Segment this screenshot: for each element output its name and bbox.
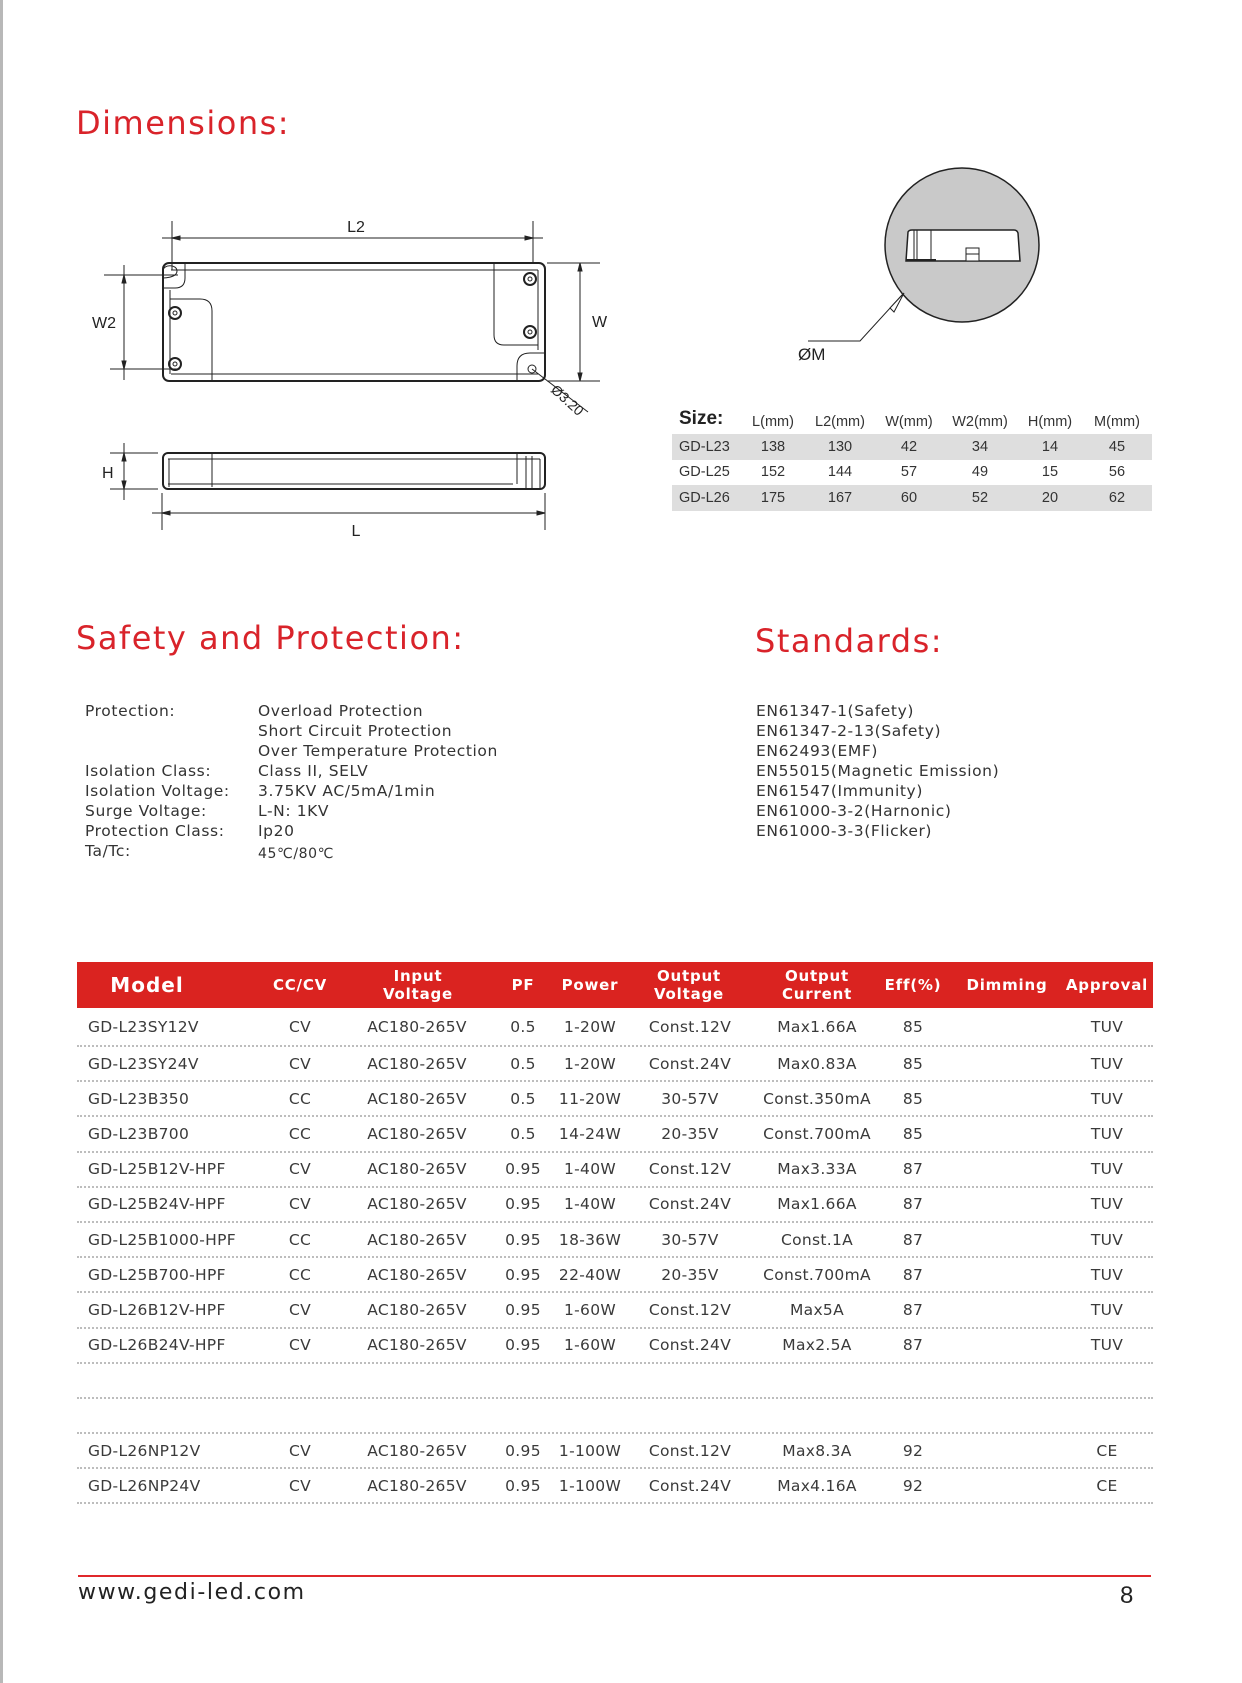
cell-vout: Const.24V	[648, 1054, 732, 1073]
cell-power: 1-100W	[558, 1476, 622, 1495]
cell-model: GD-L25B1000-HPF	[88, 1230, 236, 1249]
cell-approval: TUV	[1090, 1336, 1124, 1355]
cell-dimming	[959, 1223, 1055, 1256]
safety-label: Isolation Voltage:	[85, 782, 230, 800]
header-pf: PF	[511, 976, 535, 994]
cell-approval: CE	[1096, 1441, 1118, 1460]
size-cell: 20	[1041, 489, 1059, 506]
header-output-current-line1: Output	[785, 967, 849, 985]
product-table-body	[77, 1008, 1153, 1504]
cell-power: 1-40W	[563, 1160, 616, 1179]
cell-model: GD-L26NP12V	[88, 1441, 201, 1460]
cell-approval	[1061, 1399, 1153, 1432]
size-cell: GD-L26	[679, 489, 730, 506]
cell-iout	[761, 1364, 873, 1397]
cell-model: GD-L26B12V-HPF	[88, 1300, 226, 1319]
l2-label: L2	[347, 219, 365, 236]
cell-input: AC180-265V	[367, 1160, 467, 1179]
safety-value: Over Temperature Protection	[258, 742, 498, 760]
dimensions-heading: Dimensions:	[76, 104, 291, 142]
cell-approval: TUV	[1090, 1300, 1124, 1319]
cell-input: AC180-265V	[367, 1441, 467, 1460]
safety-item	[85, 741, 498, 761]
page-number: 8	[1120, 1582, 1134, 1609]
size-cell: GD-L25	[679, 464, 730, 481]
cell-eff: 85	[902, 1089, 924, 1108]
cell-input: AC180-265V	[367, 1089, 467, 1108]
cell-approval: CE	[1096, 1476, 1118, 1495]
cell-power: 11-20W	[558, 1089, 622, 1108]
footer-url[interactable]: www.gedi-led.com	[78, 1580, 306, 1605]
w-label: W	[592, 314, 608, 331]
cell-iout: Max8.3A	[782, 1441, 852, 1460]
safety-value: Short Circuit Protection	[258, 722, 453, 740]
cell-vout: Const.12V	[648, 1160, 732, 1179]
size-header-cell: L2(mm)	[815, 414, 865, 430]
cell-model: GD-L23SY12V	[88, 1017, 199, 1036]
size-cell: 57	[900, 464, 918, 481]
cell-eff: 87	[902, 1300, 924, 1319]
safety-value: 3.75KV AC/5mA/1min	[258, 782, 436, 800]
header-output-voltage	[639, 962, 739, 1008]
cell-power	[547, 1364, 633, 1397]
product-row-empty	[77, 1364, 1153, 1399]
cell-dimming	[959, 1047, 1055, 1080]
cell-vout: 20-35V	[661, 1265, 719, 1284]
w2-label: W2	[92, 315, 116, 332]
cell-eff: 87	[902, 1160, 924, 1179]
header-model: Model	[110, 973, 184, 997]
cell-pf: 0.95	[505, 1230, 541, 1249]
cell-iout: Const.350mA	[763, 1089, 871, 1108]
size-table-row	[672, 485, 1152, 511]
cell-power: 1-40W	[563, 1195, 616, 1214]
header-input-voltage	[363, 962, 473, 1008]
cell-dimming	[959, 1117, 1055, 1150]
cell-dimming	[959, 1364, 1055, 1397]
standard-item: EN61347-2-13(Safety)	[756, 722, 942, 740]
cell-vout: Const.24V	[648, 1336, 732, 1355]
cell-input	[357, 1399, 477, 1432]
cell-iout	[761, 1399, 873, 1432]
cell-model: GD-L25B24V-HPF	[88, 1195, 226, 1214]
product-row	[77, 1258, 1153, 1293]
cell-model: GD-L25B12V-HPF	[88, 1160, 226, 1179]
cell-power: 22-40W	[558, 1265, 622, 1284]
cell-vout: 30-57V	[661, 1230, 719, 1249]
l-label: L	[351, 523, 361, 540]
safety-item	[85, 701, 498, 721]
size-table-row	[672, 434, 1152, 460]
cell-pf: 0.5	[510, 1089, 536, 1108]
safety-label: Ta/Tc:	[85, 842, 131, 860]
cell-iout: Max1.66A	[777, 1195, 857, 1214]
cell-dimming	[959, 1188, 1055, 1221]
size-table-header	[672, 408, 1152, 434]
standard-item: EN61347-1(Safety)	[756, 702, 915, 720]
cell-cccv: CV	[288, 1476, 312, 1495]
cell-eff	[877, 1399, 949, 1432]
cell-pf: 0.5	[510, 1017, 536, 1036]
cell-iout: Max1.66A	[777, 1017, 857, 1036]
size-table	[672, 408, 1152, 511]
cell-approval: TUV	[1090, 1124, 1124, 1143]
cell-cccv	[257, 1399, 343, 1432]
cell-vout: 20-35V	[661, 1124, 719, 1143]
cell-model: GD-L23SY24V	[88, 1054, 199, 1073]
product-row	[77, 1223, 1153, 1258]
cell-input: AC180-265V	[367, 1017, 467, 1036]
safety-label	[85, 741, 258, 761]
cell-eff: 87	[902, 1265, 924, 1284]
footer-rule	[78, 1575, 1151, 1577]
cell-cccv: CV	[288, 1017, 312, 1036]
size-cell: 45	[1108, 438, 1126, 455]
cell-eff: 92	[902, 1476, 924, 1495]
cell-power	[547, 1399, 633, 1432]
cell-eff: 87	[902, 1336, 924, 1355]
cell-cccv: CV	[288, 1160, 312, 1179]
header-output-voltage-line1: Output	[657, 967, 721, 985]
header-output-current	[767, 962, 867, 1008]
safety-value: Class II, SELV	[258, 762, 369, 780]
product-row	[77, 1082, 1153, 1117]
size-cell: 144	[827, 464, 853, 481]
product-row	[77, 1047, 1153, 1082]
cell-approval: TUV	[1090, 1160, 1124, 1179]
cell-input	[357, 1364, 477, 1397]
cell-model	[88, 1364, 263, 1397]
cell-vout	[637, 1364, 743, 1397]
cell-pf: 0.95	[505, 1195, 541, 1214]
safety-item	[85, 781, 498, 801]
cell-pf: 0.95	[505, 1160, 541, 1179]
cell-iout: Const.700mA	[763, 1265, 871, 1284]
size-cell: 175	[760, 489, 786, 506]
cell-cccv: CC	[288, 1089, 312, 1108]
cell-cccv: CC	[288, 1265, 312, 1284]
cell-eff: 92	[902, 1441, 924, 1460]
cell-eff: 87	[902, 1195, 924, 1214]
cell-power: 1-20W	[563, 1017, 616, 1036]
size-header-cell: M(mm)	[1094, 414, 1140, 430]
header-dimming: Dimming	[966, 976, 1048, 994]
size-cell: 42	[900, 438, 918, 455]
product-row	[77, 1008, 1153, 1047]
size-table-row	[672, 460, 1152, 486]
cell-pf: 0.95	[505, 1265, 541, 1284]
cell-eff	[877, 1364, 949, 1397]
size-cell: 167	[827, 489, 853, 506]
cell-power: 1-60W	[563, 1300, 616, 1319]
safety-label: Protection Class:	[85, 822, 225, 840]
size-cell: 14	[1041, 438, 1059, 455]
cell-vout	[637, 1399, 743, 1432]
cell-power: 18-36W	[558, 1230, 622, 1249]
cell-eff: 85	[902, 1054, 924, 1073]
cell-dimming	[959, 1399, 1055, 1432]
cell-dimming	[959, 1008, 1055, 1045]
product-table-header	[77, 962, 1153, 1008]
page-edge-rule	[0, 0, 3, 1683]
standards-list	[756, 701, 999, 841]
size-header-cell: W2(mm)	[952, 414, 1008, 430]
size-header-cell: Size:	[679, 408, 724, 429]
safety-label	[85, 721, 258, 741]
size-cell: 60	[900, 489, 918, 506]
size-cell: 130	[827, 438, 853, 455]
header-cccv: CC/CV	[272, 976, 328, 994]
product-row	[77, 1153, 1153, 1188]
size-cell: 34	[971, 438, 989, 455]
cell-pf: 0.95	[505, 1336, 541, 1355]
cell-input: AC180-265V	[367, 1336, 467, 1355]
cell-pf	[501, 1399, 545, 1432]
cell-approval: TUV	[1090, 1230, 1124, 1249]
cell-dimming	[959, 1293, 1055, 1326]
cell-iout: Max3.33A	[777, 1160, 857, 1179]
safety-item	[85, 761, 498, 781]
cell-vout: Const.24V	[648, 1195, 732, 1214]
safety-value: 45℃/80℃	[258, 846, 334, 862]
cell-vout: Const.24V	[648, 1476, 732, 1495]
size-header-cell: H(mm)	[1027, 414, 1073, 430]
header-approval: Approval	[1065, 976, 1149, 994]
cell-cccv: CC	[288, 1124, 312, 1143]
safety-label: Surge Voltage:	[85, 802, 207, 820]
product-row	[77, 1469, 1153, 1504]
standards-heading: Standards:	[755, 622, 944, 660]
standard-item: EN62493(EMF)	[756, 742, 879, 760]
size-cell: 138	[760, 438, 786, 455]
cell-iout: Const.700mA	[763, 1124, 871, 1143]
header-output-voltage-line2: Voltage	[653, 985, 725, 1003]
cell-model: GD-L25B700-HPF	[88, 1265, 226, 1284]
cell-dimming	[959, 1082, 1055, 1115]
cell-approval: TUV	[1090, 1089, 1124, 1108]
size-cell: 56	[1108, 464, 1126, 481]
cell-cccv	[257, 1364, 343, 1397]
hole-diameter-label: Ø3.20	[547, 381, 588, 419]
cell-eff: 85	[902, 1017, 924, 1036]
cell-input: AC180-265V	[367, 1195, 467, 1214]
cell-iout: Max2.5A	[782, 1336, 852, 1355]
cell-dimming	[959, 1434, 1055, 1467]
cell-iout: Max5A	[789, 1300, 844, 1319]
cell-approval: TUV	[1090, 1265, 1124, 1284]
size-cell: GD-L23	[679, 438, 730, 455]
safety-item	[85, 721, 498, 741]
profile-circle-drawing	[780, 150, 1100, 380]
cell-vout: Const.12V	[648, 1441, 732, 1460]
standard-item: EN61547(Immunity)	[756, 782, 923, 800]
cell-iout: Const.1A	[780, 1230, 854, 1249]
header-output-current-line2: Current	[781, 985, 853, 1003]
safety-heading: Safety and Protection:	[76, 619, 465, 657]
product-row	[77, 1293, 1153, 1328]
safety-value: Ip20	[258, 822, 295, 840]
product-row	[77, 1188, 1153, 1223]
standard-item: EN61000-3-3(Flicker)	[756, 822, 933, 840]
cell-iout: Max4.16A	[777, 1476, 857, 1495]
cell-cccv: CV	[288, 1441, 312, 1460]
cell-input: AC180-265V	[367, 1265, 467, 1284]
header-eff: Eff(%)	[884, 976, 942, 994]
product-row	[77, 1117, 1153, 1152]
cell-cccv: CV	[288, 1300, 312, 1319]
cell-input: AC180-265V	[367, 1124, 467, 1143]
cell-input: AC180-265V	[367, 1300, 467, 1319]
size-cell: 62	[1108, 489, 1126, 506]
size-cell: 49	[971, 464, 989, 481]
cell-approval: TUV	[1090, 1017, 1124, 1036]
cell-model: GD-L23B700	[88, 1124, 190, 1143]
cell-cccv: CV	[288, 1195, 312, 1214]
cell-vout: Const.12V	[648, 1017, 732, 1036]
size-header-cell: L(mm)	[752, 414, 794, 430]
standard-item: EN61000-3-2(Harnonic)	[756, 802, 952, 820]
product-row	[77, 1329, 1153, 1364]
safety-list	[85, 701, 498, 864]
cell-dimming	[959, 1153, 1055, 1186]
cell-power: 14-24W	[558, 1124, 622, 1143]
cell-iout: Max0.83A	[777, 1054, 857, 1073]
standard-item: EN55015(Magnetic Emission)	[756, 762, 1000, 780]
safety-value: L-N: 1KV	[258, 802, 330, 820]
cell-cccv: CV	[288, 1054, 312, 1073]
safety-item	[85, 841, 498, 864]
cell-model: GD-L26NP24V	[88, 1476, 201, 1495]
cell-model	[88, 1399, 263, 1432]
cell-input: AC180-265V	[367, 1230, 467, 1249]
cell-pf: 0.95	[505, 1476, 541, 1495]
cell-approval	[1061, 1364, 1153, 1397]
cell-input: AC180-265V	[367, 1476, 467, 1495]
header-input-voltage-line2: Voltage	[382, 985, 454, 1003]
safety-item	[85, 801, 498, 821]
cell-pf: 0.5	[510, 1054, 536, 1073]
header-input-voltage-line1: Input	[393, 967, 443, 985]
size-cell: 15	[1041, 464, 1059, 481]
cell-cccv: CV	[288, 1336, 312, 1355]
cell-model: GD-L26B24V-HPF	[88, 1336, 226, 1355]
product-row	[77, 1434, 1153, 1469]
safety-value: Overload Protection	[258, 702, 424, 720]
cell-model: GD-L23B350	[88, 1089, 190, 1108]
m-diameter-label: ØM	[798, 345, 826, 364]
cell-pf: 0.95	[505, 1300, 541, 1319]
cell-pf	[501, 1364, 545, 1397]
cell-dimming	[959, 1258, 1055, 1291]
cell-eff: 85	[902, 1124, 924, 1143]
product-row-empty	[77, 1399, 1153, 1434]
size-header-cell: W(mm)	[885, 414, 933, 430]
cell-power: 1-20W	[563, 1054, 616, 1073]
cell-pf: 0.95	[505, 1441, 541, 1460]
safety-label: Isolation Class:	[85, 762, 212, 780]
size-cell: 52	[971, 489, 989, 506]
cell-vout: 30-57V	[661, 1089, 719, 1108]
dimension-drawing	[80, 200, 620, 550]
cell-eff: 87	[902, 1230, 924, 1249]
cell-input: AC180-265V	[367, 1054, 467, 1073]
cell-pf: 0.5	[510, 1124, 536, 1143]
cell-vout: Const.12V	[648, 1300, 732, 1319]
product-table	[77, 962, 1153, 1504]
cell-dimming	[959, 1329, 1055, 1362]
cell-power: 1-100W	[558, 1441, 622, 1460]
cell-dimming	[959, 1469, 1055, 1502]
safety-label: Protection:	[85, 702, 176, 720]
h-label: H	[102, 465, 114, 482]
safety-item	[85, 821, 498, 841]
size-cell: 152	[760, 464, 786, 481]
header-power: Power	[561, 976, 619, 994]
cell-power: 1-60W	[563, 1336, 616, 1355]
cell-approval: TUV	[1090, 1054, 1124, 1073]
cell-cccv: CC	[288, 1230, 312, 1249]
cell-approval: TUV	[1090, 1195, 1124, 1214]
